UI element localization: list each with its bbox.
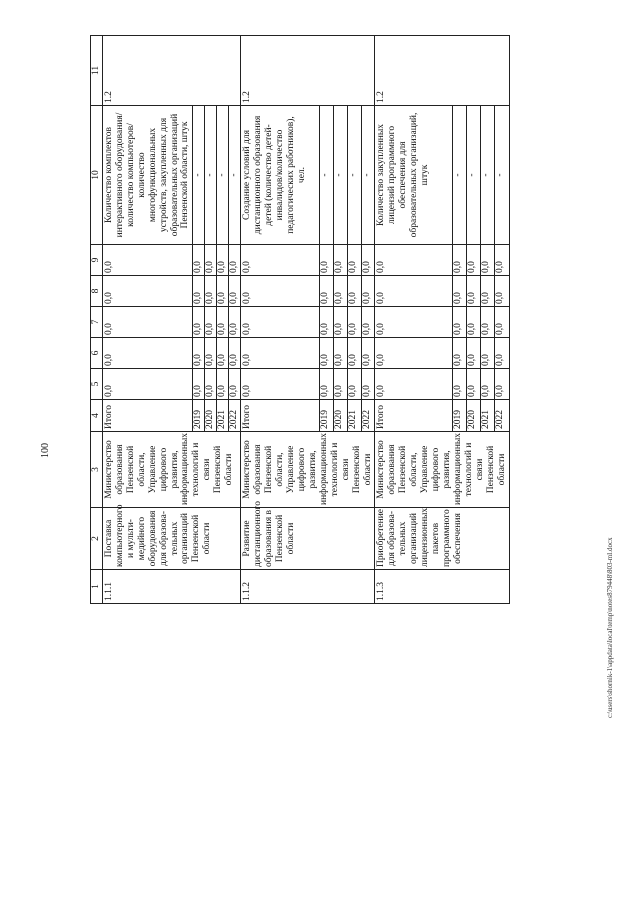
year-cell: 2020: [205, 400, 217, 432]
year-value-cell: 0,0: [452, 369, 466, 400]
year-value-cell: 0,0: [481, 369, 495, 400]
year-value-cell: 0,0: [334, 276, 348, 307]
measure-name-cell: Приобретение для образова-тельных организаций лицензионных пакетов программного обеспечения: [375, 508, 509, 570]
year-value-cell: 0,0: [334, 369, 348, 400]
year-value-cell: 0,0: [334, 307, 348, 338]
year-cell: 2021: [217, 400, 229, 432]
year-value-cell: 0,0: [320, 276, 334, 307]
header-cell: 11: [91, 36, 103, 106]
header-cell: 1: [91, 570, 103, 604]
header-cell: 9: [91, 245, 103, 276]
total-value-cell: 0,0: [241, 245, 320, 276]
year-cell: 2019: [452, 400, 466, 432]
year-indicator-cell: -: [347, 106, 361, 245]
total-value-cell: 0,0: [241, 369, 320, 400]
total-label-cell: Итого: [375, 400, 452, 432]
year-value-cell: 0,0: [347, 276, 361, 307]
year-cell: 2022: [361, 400, 375, 432]
total-value-cell: 0,0: [103, 369, 193, 400]
year-value-cell: 0,0: [452, 245, 466, 276]
header-cell: 5: [91, 369, 103, 400]
page-number: 100: [40, 443, 51, 458]
year-value-cell: 0,0: [217, 276, 229, 307]
year-cell: 2021: [347, 400, 361, 432]
year-value-cell: 0,0: [334, 245, 348, 276]
header-row: [91, 36, 103, 604]
year-value-cell: 0,0: [229, 338, 241, 369]
year-value-cell: 0,0: [466, 245, 480, 276]
header-cell: 3: [91, 432, 103, 508]
total-value-cell: 0,0: [375, 338, 452, 369]
row-number-cell: 1.1.2: [241, 570, 375, 604]
executor-cell: Министерство образования Пензенской области, Управление цифрового развития, информационных технологий и связи Пензенской области: [375, 432, 509, 508]
total-value-cell: 0,0: [241, 338, 320, 369]
year-value-cell: 0,0: [481, 338, 495, 369]
indicator-cell: Количество закупленных лицензий программного обеспечения для образовательных организаций, штук: [375, 106, 452, 245]
year-value-cell: 0,0: [495, 276, 509, 307]
col11-cell: 1.2: [241, 36, 375, 106]
year-value-cell: 0,0: [361, 245, 375, 276]
program-table: [90, 35, 510, 604]
year-value-cell: 0,0: [481, 276, 495, 307]
year-cell: 2021: [481, 400, 495, 432]
year-value-cell: 0,0: [347, 307, 361, 338]
year-value-cell: 0,0: [481, 307, 495, 338]
header-cell: 6: [91, 338, 103, 369]
year-value-cell: 0,0: [361, 307, 375, 338]
row-number-cell: 1.1.3: [375, 570, 509, 604]
executor-cell: Министерство образования Пензенской области, Управление цифрового развития, информационных технологий и связи Пензенской области: [241, 432, 375, 508]
year-indicator-cell: -: [229, 106, 241, 245]
footer-file-path: c:\users\shornik-1\appdata\local\temp\notes879448\803-ml.docx: [606, 537, 614, 718]
total-value-cell: 0,0: [103, 338, 193, 369]
indicator-cell: Количество комплектов интерактивного оборудования/количество компьютеров/количество многофункциональных устройств, закупленных для образовательных организаций Пензенской области, штук: [103, 106, 193, 245]
col11-cell: 1.2: [103, 36, 241, 106]
year-value-cell: 0,0: [466, 369, 480, 400]
year-value-cell: 0,0: [495, 369, 509, 400]
year-indicator-cell: -: [452, 106, 466, 245]
total-value-cell: 0,0: [375, 369, 452, 400]
year-value-cell: 0,0: [217, 338, 229, 369]
year-indicator-cell: -: [466, 106, 480, 245]
total-value-cell: 0,0: [103, 307, 193, 338]
year-value-cell: 0,0: [205, 276, 217, 307]
year-cell: 2022: [495, 400, 509, 432]
year-indicator-cell: -: [205, 106, 217, 245]
year-indicator-cell: -: [334, 106, 348, 245]
year-value-cell: 0,0: [205, 245, 217, 276]
year-value-cell: 0,0: [217, 245, 229, 276]
total-value-cell: 0,0: [103, 276, 193, 307]
total-value-cell: 0,0: [103, 245, 193, 276]
year-value-cell: 0,0: [229, 276, 241, 307]
total-value-cell: 0,0: [375, 276, 452, 307]
year-value-cell: 0,0: [495, 307, 509, 338]
year-value-cell: 0,0: [347, 369, 361, 400]
year-value-cell: 0,0: [452, 276, 466, 307]
header-cell: 2: [91, 508, 103, 570]
year-value-cell: 0,0: [361, 276, 375, 307]
year-value-cell: 0,0: [347, 245, 361, 276]
executor-cell: Министерство образования Пензенской области, Управление цифрового развития, информационных технологий и связи Пензенской области: [103, 432, 241, 508]
header-cell: 4: [91, 400, 103, 432]
year-value-cell: 0,0: [205, 338, 217, 369]
table-row: [375, 36, 452, 604]
rotated-table-area: [90, 36, 612, 604]
year-indicator-cell: -: [495, 106, 509, 245]
year-value-cell: 0,0: [481, 245, 495, 276]
year-value-cell: 0,0: [347, 338, 361, 369]
year-value-cell: 0,0: [361, 369, 375, 400]
table-row: [103, 36, 193, 604]
year-value-cell: 0,0: [193, 276, 205, 307]
year-value-cell: 0,0: [466, 307, 480, 338]
year-value-cell: 0,0: [466, 338, 480, 369]
total-value-cell: 0,0: [375, 307, 452, 338]
year-indicator-cell: -: [217, 106, 229, 245]
col11-cell: 1.2: [375, 36, 509, 106]
year-value-cell: 0,0: [217, 307, 229, 338]
table-body: [103, 36, 510, 604]
year-value-cell: 0,0: [495, 338, 509, 369]
year-value-cell: 0,0: [320, 338, 334, 369]
year-value-cell: 0,0: [320, 307, 334, 338]
year-cell: 2020: [334, 400, 348, 432]
total-label-cell: Итого: [241, 400, 320, 432]
year-indicator-cell: -: [361, 106, 375, 245]
year-value-cell: 0,0: [193, 307, 205, 338]
year-value-cell: 0,0: [217, 369, 229, 400]
year-value-cell: 0,0: [320, 245, 334, 276]
total-label-cell: Итого: [103, 400, 193, 432]
year-value-cell: 0,0: [452, 338, 466, 369]
year-indicator-cell: -: [320, 106, 334, 245]
header-cell: 10: [91, 106, 103, 245]
year-indicator-cell: -: [481, 106, 495, 245]
year-value-cell: 0,0: [193, 338, 205, 369]
row-number-cell: 1.1.1: [103, 570, 241, 604]
year-cell: 2020: [466, 400, 480, 432]
indicator-cell: Создание условий для дистанционного образования детей (количество детей-инвалидов/количество педагогических работников), чел.: [241, 106, 320, 245]
year-cell: 2019: [320, 400, 334, 432]
year-value-cell: 0,0: [193, 369, 205, 400]
year-value-cell: 0,0: [229, 307, 241, 338]
year-value-cell: 0,0: [229, 245, 241, 276]
year-indicator-cell: -: [193, 106, 205, 245]
year-value-cell: 0,0: [361, 338, 375, 369]
year-cell: 2022: [229, 400, 241, 432]
header-cell: 8: [91, 276, 103, 307]
rotated-table-container: [90, 36, 612, 604]
year-value-cell: 0,0: [205, 369, 217, 400]
table-row: [241, 36, 320, 604]
year-value-cell: 0,0: [495, 245, 509, 276]
year-value-cell: 0,0: [193, 245, 205, 276]
year-value-cell: 0,0: [205, 307, 217, 338]
total-value-cell: 0,0: [375, 245, 452, 276]
measure-name-cell: Поставка компьютерного и мульти-медийного оборудования для образова-тельных организаций Пензенской области: [103, 508, 241, 570]
year-value-cell: 0,0: [466, 276, 480, 307]
total-value-cell: 0,0: [241, 307, 320, 338]
total-value-cell: 0,0: [241, 276, 320, 307]
year-value-cell: 0,0: [320, 369, 334, 400]
year-value-cell: 0,0: [452, 307, 466, 338]
year-value-cell: 0,0: [334, 338, 348, 369]
header-cell: 7: [91, 307, 103, 338]
year-cell: 2019: [193, 400, 205, 432]
year-value-cell: 0,0: [229, 369, 241, 400]
measure-name-cell: Развитие дистанционного образования в Пензенской области: [241, 508, 375, 570]
